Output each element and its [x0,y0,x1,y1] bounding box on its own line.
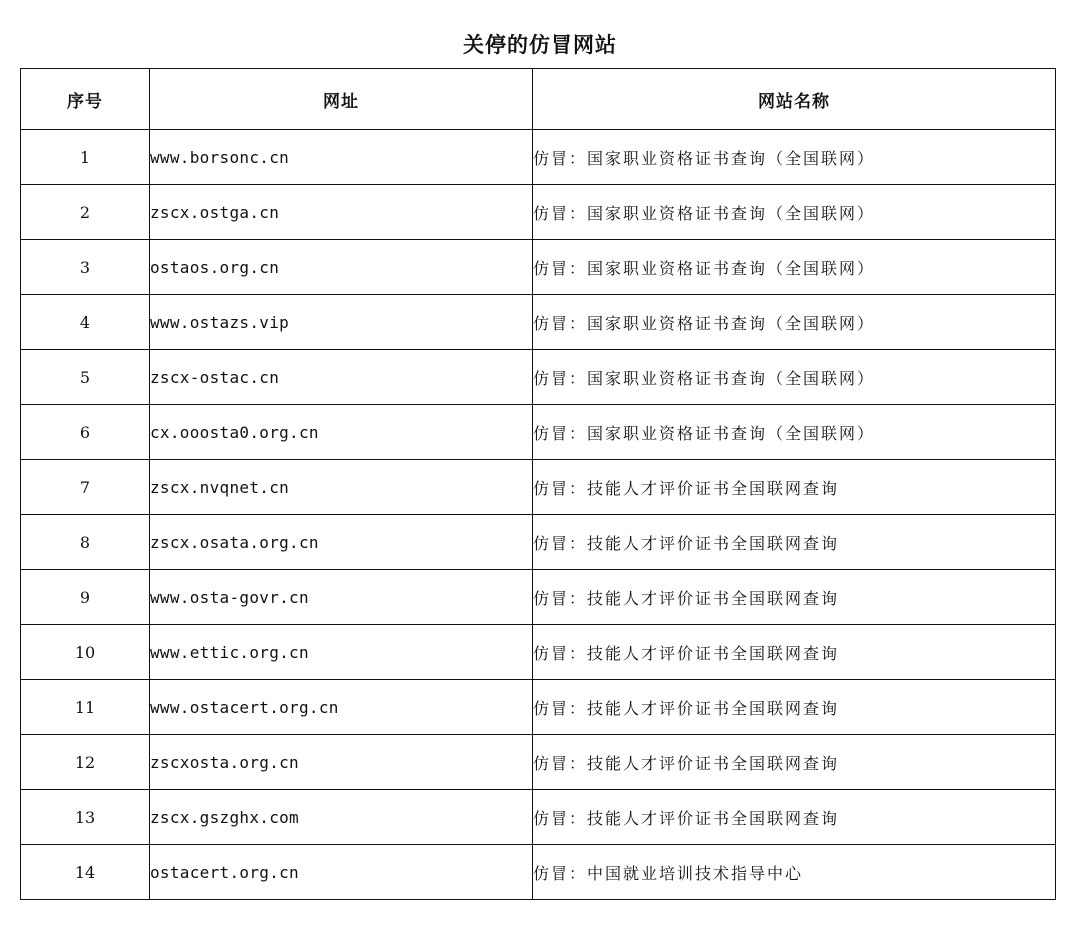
site-name-cell: 仿冒：技能人才评价证书全国联网查询 [533,460,1056,515]
serial-number-cell: 7 [21,460,150,515]
header-row [21,69,1056,130]
header-serial-number: 序号 [21,69,150,130]
url-cell: zscxosta.org.cn [150,735,533,790]
table-row [21,185,1056,240]
table-header [21,69,1056,130]
table-row [21,130,1056,185]
url-cell: ostaos.org.cn [150,240,533,295]
url-cell: zscx.nvqnet.cn [150,460,533,515]
header-url: 网址 [150,69,533,130]
site-name-cell: 仿冒：技能人才评价证书全国联网查询 [533,570,1056,625]
serial-number-cell: 5 [21,350,150,405]
url-cell: ostacert.org.cn [150,845,533,900]
url-cell: www.ostazs.vip [150,295,533,350]
url-cell: www.ostacert.org.cn [150,680,533,735]
table-row [21,845,1056,900]
site-name-cell: 仿冒：中国就业培训技术指导中心 [533,845,1056,900]
serial-number-cell: 11 [21,680,150,735]
header-site-name: 网站名称 [533,69,1056,130]
table-row [21,625,1056,680]
site-name-cell: 仿冒：技能人才评价证书全国联网查询 [533,625,1056,680]
table-row [21,790,1056,845]
serial-number-cell: 14 [21,845,150,900]
url-cell: zscx-ostac.cn [150,350,533,405]
serial-number-cell: 4 [21,295,150,350]
site-name-cell: 仿冒：技能人才评价证书全国联网查询 [533,790,1056,845]
serial-number-cell: 8 [21,515,150,570]
site-name-cell: 仿冒：国家职业资格证书查询（全国联网） [533,240,1056,295]
url-cell: www.borsonc.cn [150,130,533,185]
table-row [21,350,1056,405]
serial-number-cell: 10 [21,625,150,680]
url-cell: zscx.gszghx.com [150,790,533,845]
counterfeit-sites-table [20,68,1056,900]
url-cell: cx.ooosta0.org.cn [150,405,533,460]
url-cell: www.osta-govr.cn [150,570,533,625]
url-cell: zscx.osata.org.cn [150,515,533,570]
url-cell: zscx.ostga.cn [150,185,533,240]
site-name-cell: 仿冒：技能人才评价证书全国联网查询 [533,680,1056,735]
table-row [21,735,1056,790]
serial-number-cell: 3 [21,240,150,295]
table-row [21,295,1056,350]
serial-number-cell: 1 [21,130,150,185]
site-name-cell: 仿冒：技能人才评价证书全国联网查询 [533,735,1056,790]
site-name-cell: 仿冒：国家职业资格证书查询（全国联网） [533,405,1056,460]
site-name-cell: 仿冒：国家职业资格证书查询（全国联网） [533,185,1056,240]
serial-number-cell: 13 [21,790,150,845]
document-title: 关停的仿冒网站 [463,32,617,57]
table-row [21,460,1056,515]
table-row [21,680,1056,735]
url-cell: www.ettic.org.cn [150,625,533,680]
table-body [21,130,1056,900]
serial-number-cell: 12 [21,735,150,790]
site-name-cell: 仿冒：技能人才评价证书全国联网查询 [533,515,1056,570]
table-row [21,515,1056,570]
site-name-cell: 仿冒：国家职业资格证书查询（全国联网） [533,350,1056,405]
site-name-cell: 仿冒：国家职业资格证书查询（全国联网） [533,130,1056,185]
serial-number-cell: 9 [21,570,150,625]
site-name-cell: 仿冒：国家职业资格证书查询（全国联网） [533,295,1056,350]
serial-number-cell: 2 [21,185,150,240]
serial-number-cell: 6 [21,405,150,460]
table-row [21,570,1056,625]
table-row [21,240,1056,295]
table-row [21,405,1056,460]
